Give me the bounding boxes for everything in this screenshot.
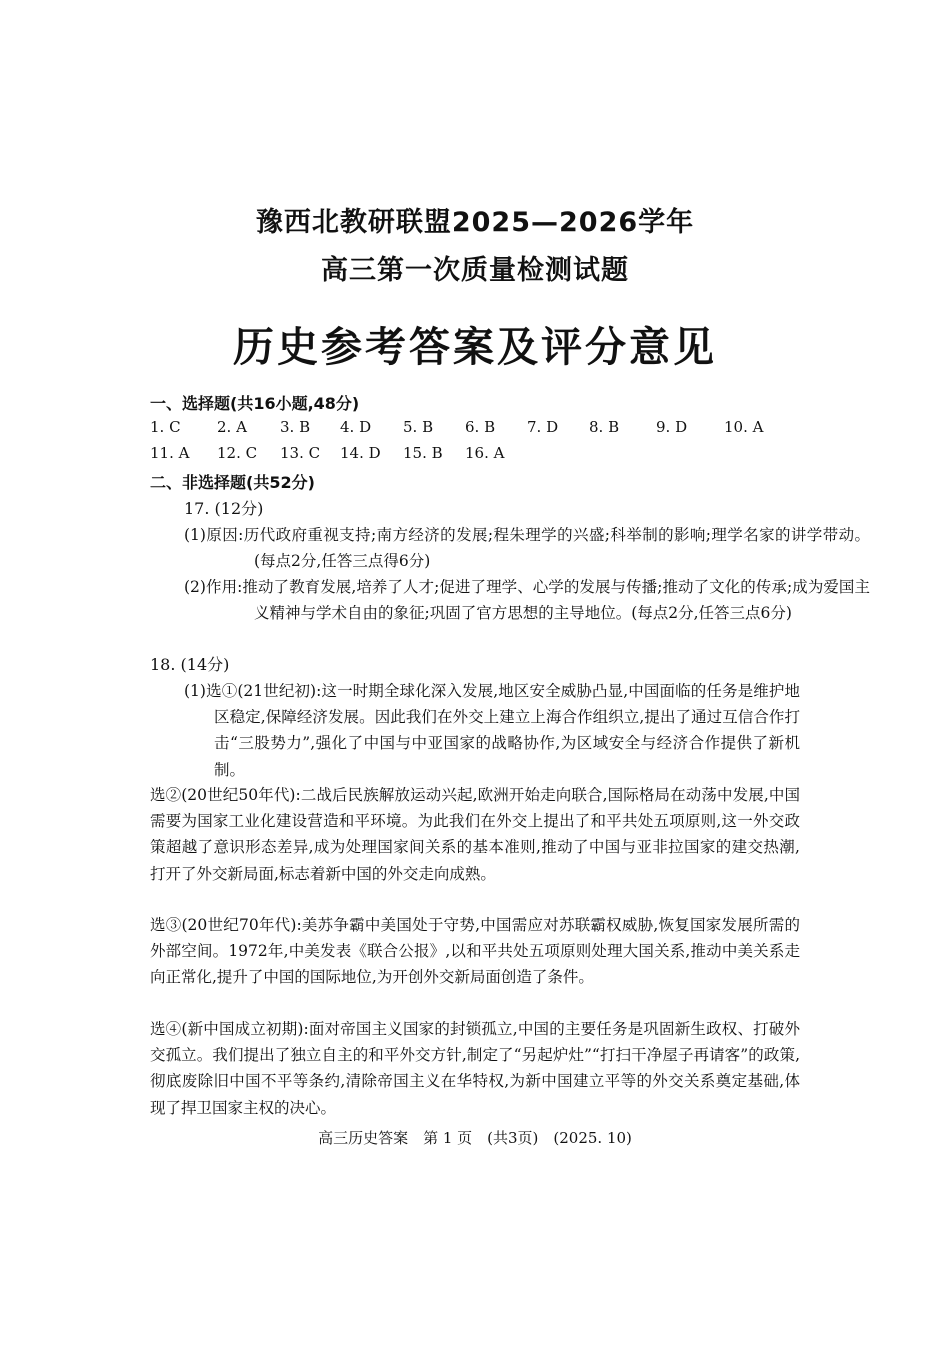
mc-answer: 12. C [217, 444, 258, 462]
mc-answer: 4. D [340, 418, 372, 436]
mc-answer: 13. C [280, 444, 321, 462]
q18-option-2: 选②(20世纪50年代):二战后民族解放运动兴起,欧洲开始走向联合,国际格局在动荡中发展,中国需要为国家工业化建设营造和平环境。为此我们在外交上提出了和平共处五项原则,这一外交政策超越了意识形态差异,成为处理国家间关系的基本准则,推动了中国与亚非拉国家的建交热潮,打开了外交新局面,标志着新中国的外交走向成熟。 [150, 786, 800, 883]
mc-answer: 11. A [150, 444, 190, 462]
q18-option-4: 选④(新中国成立初期):面对帝国主义国家的封锁孤立,中国的主要任务是巩固新生政权、打破外交孤立。我们提出了独立自主的和平外交方针,制定了“另起炉灶”“打扫干净屋子再请客”的政策,彻底废除旧中国不平等条约,清除帝国主义在华特权,为新中国建立平等的外交关系奠定基础,体现了捍卫国家主权的决心。 [150, 1020, 800, 1117]
mc-answer: 16. A [465, 444, 505, 462]
mc-answer: 2. A [217, 418, 247, 436]
q17-part2: (2)作用:推动了教育发展,培养了人才;促进了理学、心学的发展与传播;推动了文化的传承;成为爱国主义精神与学术自由的象征;巩固了官方思想的主导地位。(每点2分,任答三点6分) [184, 578, 870, 623]
exam-title: 高三第一次质量检测试题 [321, 255, 629, 286]
mc-answer: 10. A [724, 418, 764, 436]
section1-heading: 一、选择题(共16小题,48分) [150, 394, 360, 413]
q18-title: 18. (14分) [150, 655, 230, 674]
mc-answer: 7. D [527, 418, 559, 436]
mc-answer: 6. B [465, 418, 496, 436]
q17-part1: (1)原因:历代政府重视支持;南方经济的发展;程朱理学的兴盛;科举制的影响;理学名家的讲学带动。(每点2分,任答三点得6分) [184, 526, 870, 571]
mc-answer: 8. B [589, 418, 620, 436]
q17-title: 17. (12分) [184, 499, 264, 518]
mc-answer: 5. B [403, 418, 434, 436]
q18-option-3: 选③(20世纪70年代):美苏争霸中美国处于守势,中国需应对苏联霸权威胁,恢复国家发展所需的外部空间。1972年,中美发表《联合公报》,以和平共处五项原则处理大国关系,推动中美关系走向正常化,提升了中国的国际地位,为开创外交新局面创造了条件。 [150, 916, 800, 987]
main-title: 历史参考答案及评分意见 [233, 323, 717, 371]
mc-answer: 14. D [340, 444, 381, 462]
mc-answers-row-1 [150, 418, 790, 444]
page-footer: 高三历史答案 第 1 页 (共3页) (2025. 10) [318, 1129, 632, 1147]
mc-answer: 3. B [280, 418, 311, 436]
alliance-title: 豫西北教研联盟2025—2026学年 [255, 207, 695, 238]
q18-option-1: (1)选①(21世纪初):这一时期全球化深入发展,地区安全威胁凸显,中国面临的任务是维护地区稳定,保障经济发展。因此我们在外交上建立上海合作组织立,提出了通过互信合作打击“三股势力”,强化了中国与中亚国家的战略协作,为区域安全与经济合作提供了新机制。 [184, 682, 800, 779]
mc-answer: 15. B [403, 444, 443, 462]
mc-answer: 9. D [656, 418, 688, 436]
section2-heading: 二、非选择题(共52分) [150, 473, 315, 492]
mc-answer: 1. C [150, 418, 181, 436]
mc-answers-row-2 [150, 444, 790, 470]
